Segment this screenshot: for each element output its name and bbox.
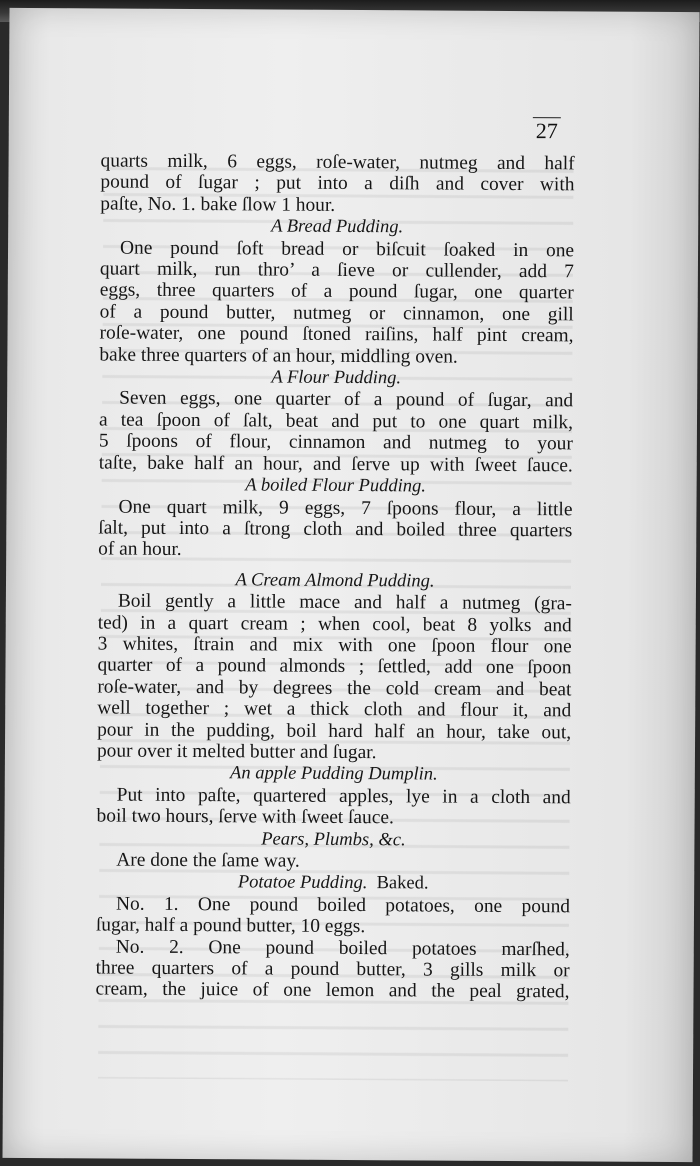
- text-line: ted) in a quart cream ; when cool, beat 8 yolks and: [97, 611, 572, 636]
- text-line: ſugar, half a pound butter, 10 eggs.: [95, 914, 366, 938]
- text-line: ſalt, put into a ſtrong cloth and boiled three quarters: [98, 517, 573, 542]
- book-page: [2, 8, 699, 1162]
- text-line: roſe-water, one pound ſtoned raiſins, half pint cream,: [99, 322, 574, 347]
- text-line: 5 ſpoons of flour, cinnamon and nutmeg to your: [98, 430, 573, 455]
- text-line: of an hour.: [98, 538, 182, 561]
- text-line: paſte, No. 1. bake ſlow 1 hour.: [100, 193, 336, 216]
- text-line: cream, the juice of one lemon and the peal grated,: [95, 978, 570, 1003]
- text-line: quarts milk, 6 eggs, roſe-water, nutmeg and half: [100, 150, 575, 175]
- text-line: Put into paſte, quartered apples, lye in a cloth and: [116, 784, 571, 809]
- text-line: One quart milk, 9 eggs, 7 ſpoons flour, a little: [118, 496, 573, 520]
- recipe-heading-title: A Flour Pudding.: [271, 367, 402, 389]
- text-line: Are done the ſame way.: [116, 849, 300, 872]
- text-line: Boil gently a little mace and half a nutmeg (gra-: [117, 590, 572, 615]
- text-line: One pound ſoft bread or biſcuit ſoaked in one: [119, 237, 575, 261]
- text-line: boil two hours, ſerve with ſweet ſauce.: [96, 805, 394, 829]
- recipe-heading-title: A Bread Pudding.: [271, 216, 404, 238]
- recipe-heading-title: Potatoe Pudding.: [237, 872, 368, 894]
- recipe-heading: [98, 569, 572, 593]
- recipe-heading-title: A boiled Flour Pudding.: [245, 475, 426, 497]
- page-text: [95, 150, 574, 1003]
- recipe-heading-suffix: Baked.: [367, 873, 429, 894]
- text-line: pour over it melted butter and ſugar.: [96, 740, 377, 764]
- recipe-heading-title: A Cream Almond Pudding.: [235, 570, 435, 592]
- text-line: of a pound butter, nutmeg or cinnamon, one gill: [99, 301, 574, 326]
- text-line: eggs, three quarters of a pound ſugar, one quarter: [99, 279, 574, 304]
- text-line: three quarters of a pound butter, 3 gills milk or: [95, 957, 570, 982]
- text-line: taſte, bake half an hour, and ſerve up with ſweet ſauce.: [98, 452, 573, 477]
- recipe-heading-title: An apple Pudding Dumplin.: [229, 763, 438, 785]
- text-line: bake three quarters of an hour, middling oven.: [99, 344, 458, 368]
- text-line: roſe-water, and by degrees the cold cream and beat: [97, 676, 572, 701]
- text-line: No. 1. One pound boiled potatoes, one pound: [115, 893, 571, 918]
- text-line: Seven eggs, one quarter of a pound of ſugar, and: [119, 388, 574, 412]
- text-line: 3 whites, ſtrain and mix with one ſpoon flour one: [97, 633, 572, 658]
- recipe-heading: [99, 475, 573, 499]
- text-line: No. 2. One pound boiled potatoes marſhed,: [115, 936, 570, 960]
- text-line: well together ; wet a thick cloth and flour it, and: [97, 697, 572, 722]
- text-line: pound of ſugar ; put into a diſh and cover with: [100, 171, 575, 196]
- recipe-heading: [96, 872, 570, 896]
- recipe-heading: [100, 216, 574, 240]
- page-number: 27: [533, 117, 561, 144]
- recipe-heading: [97, 763, 571, 787]
- recipe-heading: [99, 367, 573, 391]
- text-line: a tea ſpoon of ſalt, beat and put to one quart milk,: [98, 409, 574, 434]
- text-line: quart milk, run thro’ a ſieve or cullender, add 7: [99, 258, 574, 283]
- text-line: quarter of a pound almonds ; ſettled, add one ſpoon: [97, 654, 572, 679]
- recipe-heading-title: Pears, Plumbs, &c.: [261, 829, 406, 850]
- text-line: pour in the pudding, boil hard half an hour, take out,: [97, 719, 572, 743]
- recipe-heading: [96, 828, 570, 852]
